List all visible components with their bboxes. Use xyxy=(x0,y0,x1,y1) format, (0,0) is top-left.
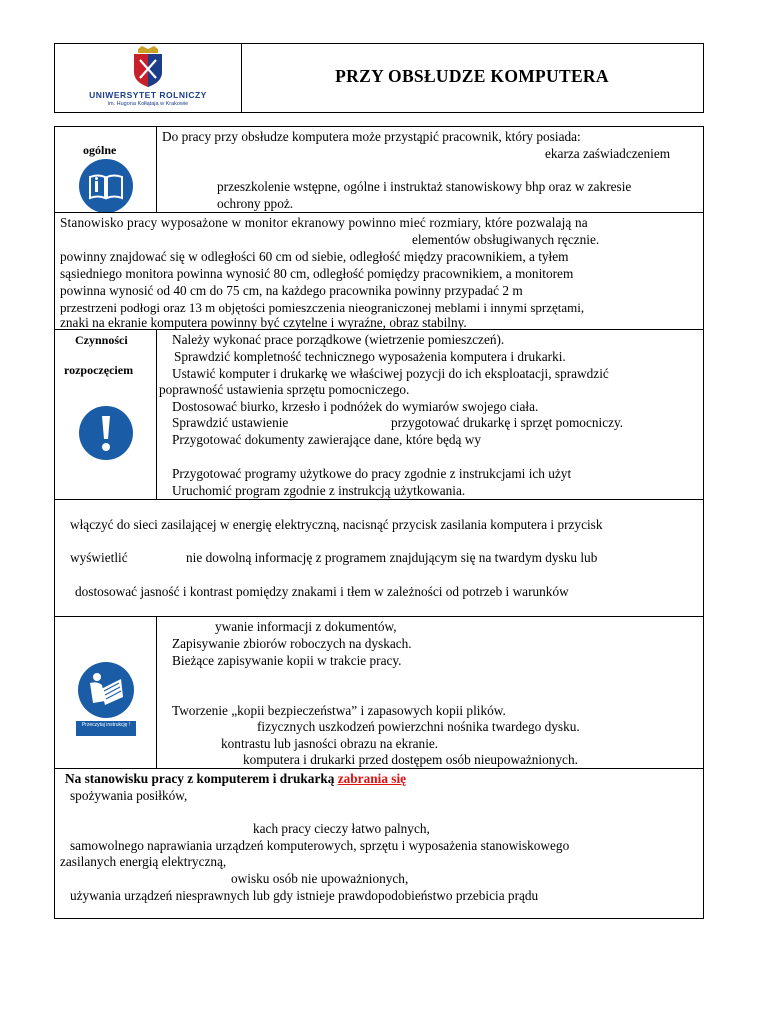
start-item: przygotować drukarkę i sprzęt pomocniczy. xyxy=(391,415,624,430)
general-line-4: ochrony ppoż. xyxy=(217,196,294,211)
start-item: Sprawdzić ustawienie xyxy=(172,415,289,430)
section-forbidden xyxy=(54,768,704,919)
start-item: Dostosować biurko, krzesło i podnóżek do wymiarów swojego ciała. xyxy=(172,399,539,414)
workstation-line-5: powinna wynosić od 40 cm do 75 cm, na każdego pracownika powinny przypadać 2 m xyxy=(60,283,523,298)
section-during xyxy=(54,616,704,769)
section-label: ogólne xyxy=(83,143,117,157)
start-item: Należy wykonać prace porządkowe (wietrzenie pomieszczeń). xyxy=(172,332,505,347)
workstation-line-4: sąsiedniego monitora powinna wynosić 80 cm, odległość pomiędzy pracownikiem, a monitorem xyxy=(60,266,574,281)
during-item: Zapisywanie zbiorów roboczych na dyskach. xyxy=(172,636,412,651)
during-item: komputera i drukarki przed dostępem osób nieupoważnionych. xyxy=(243,752,578,767)
forbidden-item: używania urządzeń niesprawnych lub gdy istnieje prawdopodobieństwo przebicia prądu xyxy=(70,888,539,903)
start-item: Sprawdzić kompletność technicznego wyposażenia komputera i drukarki. xyxy=(174,349,566,364)
workstation-line-3: powinny znajdować się w odległości 60 cm od siebie, odległość między pracownikiem, a tyłem xyxy=(60,249,569,264)
operation-line-3: dostosować jasność i kontrast pomiędzy znakami i tłem w zależności od potrzeb i warunków xyxy=(75,584,569,599)
forbidden-heading-red: zabrania się xyxy=(337,771,407,786)
during-item: Bieżące zapisywanie kopii w trakcie pracy. xyxy=(172,653,402,668)
university-name: UNIWERSYTET ROLNICZY xyxy=(89,90,207,100)
start-item: Przygotować programy użytkowe do pracy zgodnie z instrukcjami ich użyt xyxy=(172,466,572,481)
general-line-1: Do pracy przy obsłudze komputera może przystąpić pracownik, który posiada: xyxy=(162,129,581,144)
read-instruction-label: Przeczytaj instrukcję ! xyxy=(81,722,131,728)
forbidden-heading xyxy=(65,770,406,787)
section-operation xyxy=(54,499,704,617)
operation-line-2a: wyświetlić xyxy=(70,550,128,565)
during-item: Tworzenie „kopii bezpieczeństwa” i zapasowych kopii plików. xyxy=(172,703,506,718)
section-general xyxy=(54,126,704,213)
start-item: Uruchomić program zgodnie z instrukcją użytkowania. xyxy=(172,483,466,498)
general-line-3: przeszkolenie wstępne, ogólne i instruktaż stanowiskowy bhp oraz w zakresie xyxy=(217,179,632,194)
university-subtitle: im. Hugona Kołłątaja w Krakowie xyxy=(107,101,189,107)
during-item: ywanie informacji z dokumentów, xyxy=(215,619,397,634)
section-label: Czynności xyxy=(75,333,128,347)
forbidden-heading-text: Na stanowisku pracy z komputerem i drukarką xyxy=(65,771,335,786)
during-item: kontrastu lub jasności obrazu na ekranie. xyxy=(221,736,439,751)
forbidden-item: kach pracy cieczy łatwo palnych, xyxy=(253,821,430,836)
section-workstation xyxy=(54,212,704,330)
workstation-line-2: elementów obsługiwanych ręcznie. xyxy=(412,232,600,247)
start-item: Ustawić komputer i drukarkę we właściwej pozycji do ich eksploatacji, sprawdzić xyxy=(172,366,609,381)
forbidden-item: owisku osób nie upoważnionych, xyxy=(231,871,409,886)
start-item: Przygotować dokumenty zawierające dane, które będą wy xyxy=(172,432,482,447)
start-item: poprawność ustawienia sprzętu pomocniczego. xyxy=(159,382,410,397)
general-line-2: ekarza zaświadczeniem xyxy=(545,146,671,161)
document-header xyxy=(54,43,704,113)
forbidden-item: zasilanych energią elektryczną, xyxy=(60,854,227,869)
exclamation-mandatory-icon xyxy=(78,405,134,461)
university-crest-icon xyxy=(130,46,166,88)
section-start xyxy=(54,329,704,500)
forbidden-item: spożywania posiłków, xyxy=(70,788,188,803)
operation-line-2b: nie dowolną informację z programem znajdującym się na twardym dysku lub xyxy=(186,550,598,565)
info-book-icon xyxy=(78,158,134,214)
operation-line-1: włączyć do sieci zasilającej w energię elektryczną, nacisnąć przycisk zasilania komputera i przycisk xyxy=(70,517,603,532)
workstation-line-7: znaki na ekranie komputera powinny być czytelne i wyraźne, obraz stabilny. xyxy=(60,315,467,330)
workstation-line-6: przestrzeni podłogi oraz 13 m objętości pomieszczenia nieograniczonej meblami i innymi sprzętami, xyxy=(60,300,585,315)
section-label: rozpoczęciem xyxy=(64,363,134,377)
page-title: PRZY OBSŁUDZE KOMPUTERA xyxy=(335,66,609,86)
during-item: fizycznych uszkodzeń powierzchni nośnika twardego dysku. xyxy=(257,719,580,734)
forbidden-item: samowolnego naprawiania urządzeń komputerowych, sprzętu i wyposażenia stanowiskowego xyxy=(70,838,570,853)
workstation-line-1: Stanowisko pracy wyposażone w monitor ekranowy powinno mieć rozmiary, które pozwalają na xyxy=(60,215,588,230)
